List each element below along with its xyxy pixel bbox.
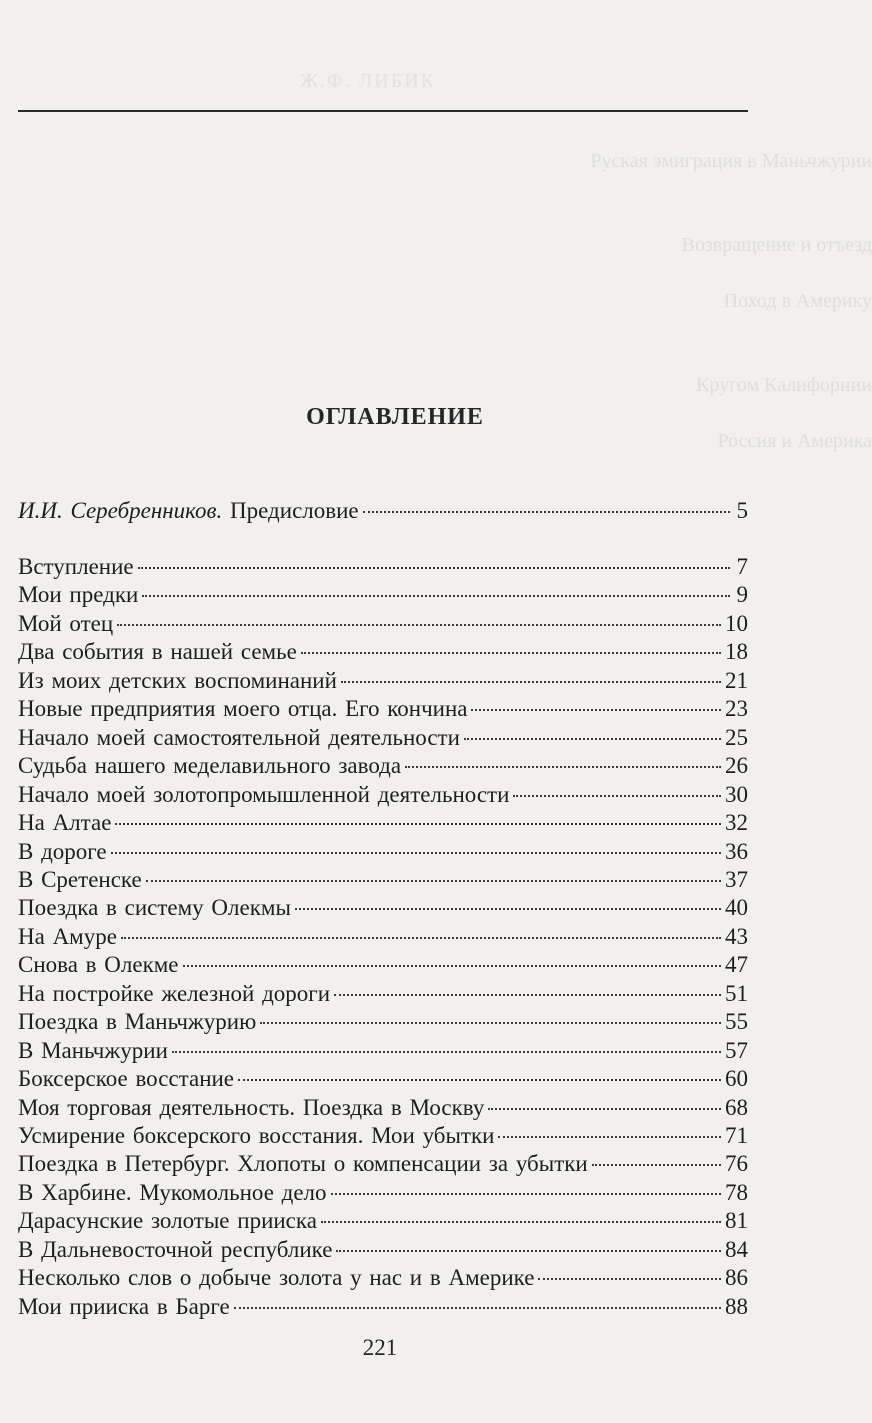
toc-entry[interactable] <box>18 1237 748 1265</box>
toc-entry[interactable] <box>18 1123 748 1151</box>
toc-entry-label: В Сретенске <box>18 866 142 892</box>
toc-entry[interactable] <box>18 611 748 639</box>
toc-page-number: 25 <box>725 724 748 750</box>
toc-entry[interactable] <box>18 1066 748 1094</box>
toc-entry-label: Вступление <box>18 554 134 579</box>
toc-entry-label: В Харбине. Мукомольное дело <box>18 1179 327 1205</box>
dot-leader <box>513 795 721 797</box>
toc-entry[interactable] <box>18 839 748 867</box>
toc-entry-label: Поездка в систему Олекмы <box>18 895 291 921</box>
toc-entry-label: Моя торговая деятельность. Поездка в Москву <box>18 1094 485 1120</box>
toc-page-number: 5 <box>736 498 748 523</box>
toc-entry-label: На Алтае <box>18 810 112 836</box>
toc-page-number: 76 <box>725 1151 748 1177</box>
toc-entry[interactable] <box>18 895 748 923</box>
dot-leader <box>301 652 721 654</box>
dot-leader <box>295 908 721 910</box>
toc-page-number: 86 <box>725 1265 748 1291</box>
toc-preface-row[interactable] <box>18 498 748 526</box>
dot-leader <box>331 1193 721 1195</box>
toc-entry-label: Снова в Олекме <box>18 952 179 978</box>
toc-entry-label: Усмирение боксерского восстания. Мои убытки <box>18 1123 495 1148</box>
toc-page-number: 81 <box>725 1208 748 1234</box>
toc-entry-label: Из моих детских воспоминаний <box>18 667 337 693</box>
dot-leader <box>121 937 721 939</box>
dot-leader <box>464 738 721 740</box>
dot-leader <box>405 766 721 768</box>
bleed-through-line: Возвращение и отъезд <box>681 234 872 256</box>
toc-entry[interactable] <box>18 639 748 667</box>
dot-leader <box>321 1221 721 1223</box>
toc-entry-label: Новые предприятия моего отца. Его кончина <box>18 696 468 722</box>
dot-leader <box>117 624 721 626</box>
toc-page-number: 26 <box>725 753 748 779</box>
toc-page-number: 36 <box>725 838 748 864</box>
toc-page-number: 30 <box>725 781 748 807</box>
dot-leader <box>488 1108 721 1110</box>
toc-entry[interactable] <box>18 952 748 980</box>
toc-entry[interactable] <box>18 782 748 810</box>
toc-entry-label: В Маньчжурии <box>18 1037 168 1063</box>
dot-leader <box>111 852 721 854</box>
toc-entry[interactable] <box>18 867 748 895</box>
toc-page-number: 9 <box>736 582 748 608</box>
toc-entry[interactable] <box>18 1009 748 1037</box>
toc-entry[interactable] <box>18 981 748 1009</box>
toc-entry[interactable] <box>18 1294 748 1322</box>
toc-page-number: 23 <box>725 696 748 722</box>
dot-leader <box>146 880 721 882</box>
dot-leader <box>471 709 721 711</box>
toc-entry-label: Мой отец <box>18 610 114 636</box>
toc-entry-label: Начало моей золотопромышленной деятельности <box>18 781 510 807</box>
preface-author: И.И. Серебренников. <box>18 498 223 523</box>
toc-entry[interactable] <box>18 1038 748 1066</box>
toc-page-number: 37 <box>725 866 748 892</box>
toc-page-number: 55 <box>725 1009 748 1035</box>
toc-page-number: 7 <box>736 554 748 579</box>
toc-entry[interactable] <box>18 1151 748 1179</box>
toc-page-number: 43 <box>725 923 748 949</box>
toc-entry[interactable] <box>18 725 748 753</box>
toc-page-number: 71 <box>725 1123 748 1148</box>
toc-entry-label: Поездка в Маньчжурию <box>18 1009 257 1035</box>
toc-page-number: 18 <box>725 639 748 665</box>
toc-entry[interactable] <box>18 1180 748 1208</box>
dot-leader <box>538 1278 721 1280</box>
dot-leader <box>238 1079 721 1081</box>
bleed-through-line: Поход в Америку <box>723 290 872 312</box>
toc-page-number: 47 <box>725 952 748 978</box>
toc-page-number: 51 <box>725 980 748 1006</box>
toc-page-number: 78 <box>725 1179 748 1205</box>
toc-entry[interactable] <box>18 810 748 838</box>
dot-leader <box>341 681 721 683</box>
dot-leader <box>138 567 730 569</box>
dot-leader <box>334 994 721 996</box>
preface-title: Предисловие <box>230 498 359 523</box>
toc-entry-label: В Дальневосточной республике <box>18 1236 333 1262</box>
running-head: Ж.Ф. ЛИБИК <box>300 70 436 92</box>
toc-page-number: 68 <box>725 1094 748 1120</box>
header-rule <box>18 110 748 112</box>
dot-leader <box>172 1051 721 1053</box>
toc-entry[interactable] <box>18 1265 748 1293</box>
bleed-through-line: Россия и Америка <box>717 430 872 452</box>
toc-entry-label <box>18 498 359 524</box>
bleed-through-line: Кругом Калифорнии <box>696 374 872 396</box>
bleed-through-line: Руская эмиграция в Маньчжурии <box>590 150 872 172</box>
toc-entry[interactable] <box>18 1095 748 1123</box>
toc-entry[interactable] <box>18 1208 748 1236</box>
toc-page-number: 60 <box>725 1066 748 1092</box>
toc-entry-label: Мои предки <box>18 582 139 608</box>
dot-leader <box>260 1022 721 1024</box>
toc-page-number: 84 <box>725 1236 748 1262</box>
toc-entry-label: Мои прииска в Барге <box>18 1293 230 1319</box>
toc-page-number: 57 <box>725 1037 748 1063</box>
dot-leader <box>234 1307 721 1309</box>
dot-leader <box>498 1136 721 1138</box>
toc-page-number: 32 <box>725 810 748 836</box>
page-folio: 221 <box>362 1335 398 1360</box>
toc-entry-label: Несколько слов о добыче золота у нас и в Америке <box>18 1265 535 1291</box>
toc-page-number: 21 <box>725 667 748 693</box>
toc-entry-label: Поездка в Петербург. Хлопоты о компенсации за убытки <box>18 1151 588 1177</box>
dot-leader <box>363 511 730 513</box>
toc-entry[interactable] <box>18 582 748 610</box>
toc-title: ОГЛАВЛЕНИЕ <box>306 404 484 430</box>
toc-entry-label: Боксерское восстание <box>18 1066 235 1092</box>
toc-entry-label: Дарасунские золотые прииска <box>18 1208 317 1234</box>
toc-page-number: 10 <box>725 610 748 636</box>
dot-leader <box>142 595 730 597</box>
toc-entry-label: На постройке железной дороги <box>18 980 331 1006</box>
toc-entry[interactable] <box>18 924 748 952</box>
dot-leader <box>592 1164 721 1166</box>
toc-entry[interactable] <box>18 696 748 724</box>
dot-leader <box>183 965 721 967</box>
toc-entry[interactable] <box>18 668 748 696</box>
toc-entry[interactable] <box>18 554 748 582</box>
toc-entry-label: В дороге <box>18 838 107 864</box>
toc-entry-label: На Амуре <box>18 923 117 949</box>
dot-leader <box>336 1250 721 1252</box>
toc-entry[interactable] <box>18 753 748 781</box>
dot-leader <box>115 823 721 825</box>
toc-page-number: 40 <box>725 895 748 921</box>
toc-page-number: 88 <box>725 1293 748 1319</box>
toc-entry-label: Начало моей самостоятельной деятельности <box>18 724 460 750</box>
toc-entry-label: Судьба нашего меделавильного завода <box>18 753 402 779</box>
toc-entry-label: Два события в нашей семье <box>18 639 297 665</box>
